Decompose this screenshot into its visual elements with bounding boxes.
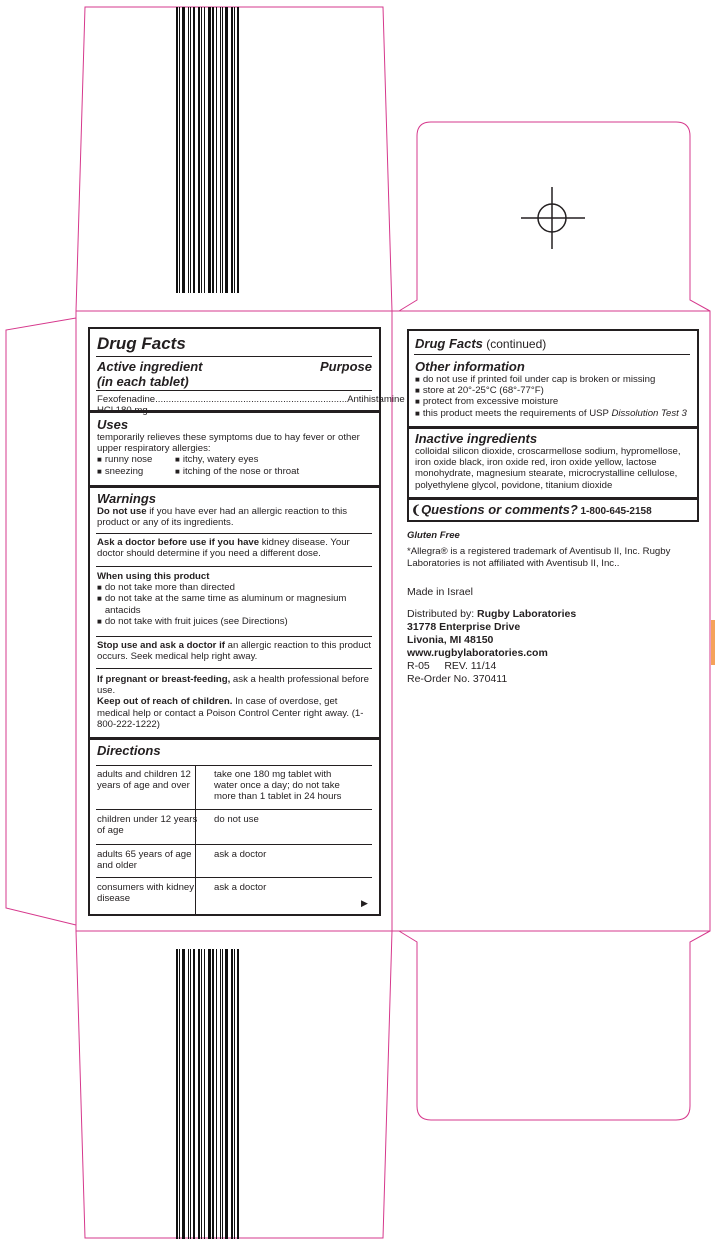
other-info-item: do not use if printed foil under cap is broken or missing xyxy=(422,374,656,385)
barcode-bar xyxy=(225,949,228,1239)
directions-who: consumers with kidney disease xyxy=(97,882,195,905)
barcode-bar xyxy=(201,949,202,1239)
barcode-bar xyxy=(188,7,189,293)
directions-row xyxy=(97,814,372,836)
ask-doctor-text: kidney disease. Your doctor should determine if you need a different dose. xyxy=(97,537,350,560)
distributor-block xyxy=(407,608,687,686)
barcode-bar xyxy=(182,949,185,1239)
when-using-item: do not take at the same time as aluminum or magnesium antacids xyxy=(104,593,347,616)
pregnant-lead: If pregnant or breast-feeding, xyxy=(97,674,231,685)
barcode-bar xyxy=(220,7,221,293)
barcode-bar xyxy=(193,949,195,1239)
warnings-section xyxy=(97,491,372,528)
directions-what: ask a doctor xyxy=(214,882,267,893)
directions-who: adults 65 years of age and older xyxy=(97,849,192,872)
directions-who: adults and children 12 years of age and over xyxy=(97,769,191,792)
barcode-bar xyxy=(234,7,235,293)
barcode-bar xyxy=(212,949,214,1239)
other-info-item: protect from excessive moisture xyxy=(422,396,559,408)
drug-facts-continued-label: (continued) xyxy=(482,337,547,351)
drug-facts-continued-title: Drug Facts xyxy=(415,336,483,351)
stop-use-lead: Stop use and ask a doctor if xyxy=(97,640,225,651)
barcode-bar xyxy=(222,949,223,1239)
barcode-bar xyxy=(237,7,239,293)
barcode-bar xyxy=(208,7,211,293)
barcode-bar xyxy=(179,949,180,1239)
inactive-ingredients-heading: Inactive ingredients xyxy=(415,431,538,446)
keep-out-lead: Keep out of reach of children. xyxy=(97,696,233,708)
symptom: itchy, watery eyes xyxy=(182,454,259,466)
when-using-item: do not take with fruit juices (see Directions) xyxy=(104,615,288,627)
barcode-bar xyxy=(201,7,202,293)
other-info-item: store at 20°-25°C (68°-77°F) xyxy=(422,385,544,397)
directions-row xyxy=(97,849,372,871)
barcode-bar xyxy=(204,949,205,1239)
drug-facts-left-content xyxy=(97,334,372,354)
barcode-bar xyxy=(176,7,178,293)
symptom: runny nose xyxy=(104,454,153,466)
active-ingredient-sub: (in each tablet) xyxy=(97,374,189,389)
barcode-bar xyxy=(179,7,180,293)
barcode-bar xyxy=(198,949,200,1239)
pregnant-text: ask a health professional before use. xyxy=(97,674,369,697)
purpose-heading: Purpose xyxy=(319,359,372,374)
symptom: itching of the nose or throat xyxy=(182,465,300,477)
ingredient-row: Fexofenadine ........................................................................ Antihistamine xyxy=(97,394,372,416)
barcode-bar xyxy=(204,7,205,293)
revision-code: R-05 REV. 11/14 xyxy=(407,660,497,672)
uses-section: Uses temporarily relieves these symptoms due to hay fever or other upper respiratory allergies: ■ runny nose ■ itchy, watery eyes ■ sneezing ■ itching of the nose or throat xyxy=(97,417,372,477)
ingredient-name: Fexofenadine xyxy=(97,394,156,405)
stop-use-text: an allergic reaction to this product occurs. Seek medical help right away. xyxy=(97,640,372,663)
when-using-lead: When using this product xyxy=(97,571,210,582)
when-using-item: do not take more than directed xyxy=(104,582,235,594)
barcode-bar xyxy=(220,949,221,1239)
barcode-bar xyxy=(237,949,239,1239)
inactive-ingredients-section xyxy=(415,431,691,491)
barcode-bar xyxy=(231,949,233,1239)
barcode-bar xyxy=(190,7,191,293)
directions-row xyxy=(97,882,372,904)
barcode-top xyxy=(176,7,242,293)
keep-out-text: In case of overdose, get medical help or contact a Poison Control Center right away. (1-800-222-1222) xyxy=(97,696,364,730)
directions-what: take one 180 mg tablet with water once a day; do not take more than 1 tablet in 24 hours xyxy=(214,769,342,803)
barcode-bar xyxy=(216,949,217,1239)
directions-row xyxy=(97,769,372,803)
questions-heading: Questions or comments? xyxy=(421,502,578,517)
barcode-bottom xyxy=(176,949,242,1239)
questions-line xyxy=(411,502,691,517)
symptom: sneezing xyxy=(104,465,144,477)
warnings-heading: Warnings xyxy=(97,491,156,506)
directions-heading: Directions xyxy=(97,743,161,758)
address-line-2: Livonia, MI 48150 xyxy=(407,634,494,646)
other-information-section: Other information ■ do not use if printed foil under cap is broken or missing ■ store at 20°-25°C (68°-77°F) ■ protect from excessive moisture ■ this product meets the requirements of USP Dissolution Test 3 xyxy=(415,359,691,419)
barcode-bar xyxy=(176,949,178,1239)
directions-who: children under 12 years of age xyxy=(97,814,198,837)
distributed-label: Distributed by: xyxy=(407,608,478,620)
company-name: Rugby Laboratories xyxy=(477,608,577,620)
barcode-bar xyxy=(216,7,217,293)
directions-what: ask a doctor xyxy=(214,849,267,860)
barcode-bar xyxy=(182,7,185,293)
do-not-use-lead: Do not use xyxy=(97,506,147,517)
phone-icon: ❨ xyxy=(411,503,422,517)
continue-arrow-icon: ▶ xyxy=(361,898,368,908)
questions-phone: 1-800-645-2158 xyxy=(580,506,652,517)
barcode-bar xyxy=(198,7,200,293)
barcode-bar xyxy=(222,7,223,293)
barcode-bar xyxy=(190,949,191,1239)
other-information-heading: Other information xyxy=(415,359,525,374)
barcode-bar xyxy=(193,7,195,293)
barcode-bar xyxy=(208,949,211,1239)
directions-what: do not use xyxy=(214,814,259,825)
made-in: Made in Israel xyxy=(407,586,473,598)
do-not-use-text: if you have ever had an allergic reaction to this product or any of its ingredients. xyxy=(97,506,348,529)
uses-intro: temporarily relieves these symptoms due to hay fever or other upper respiratory allergies: xyxy=(97,432,360,455)
gluten-free: Gluten Free xyxy=(407,530,460,541)
usp-test-name: Dissolution Test 3 xyxy=(611,407,687,419)
inactive-ingredients-text: colloidal silicon dioxide, croscarmellose sodium, hypromellose, iron oxide black, iron oxide red, iron oxide yellow, lactose monohydrate, magnesium stearate, microcrystalline cellulose, polyethylene glycol, povidone, titanium dioxide xyxy=(415,446,681,491)
barcode-bar xyxy=(212,7,214,293)
website: www.rugbylaboratories.com xyxy=(407,647,548,659)
reorder-number: Re-Order No. 370411 xyxy=(407,673,508,685)
barcode-bar xyxy=(234,949,235,1239)
other-info-item: this product meets the requirements of USP xyxy=(422,407,612,419)
barcode-bar xyxy=(188,949,189,1239)
active-ingredient-heading: Active ingredient xyxy=(97,359,203,374)
address-line-1: 31778 Enterprise Drive xyxy=(407,621,521,633)
uses-heading: Uses xyxy=(97,417,129,432)
ask-doctor-lead: Ask a doctor before use if you have xyxy=(97,537,260,548)
ingredient-purpose: Antihistamine xyxy=(347,394,405,405)
drug-facts-title: Drug Facts xyxy=(97,334,186,353)
barcode-bar xyxy=(225,7,228,293)
trademark-notice: *Allegra® is a registered trademark of Aventisub II, Inc. Rugby Laboratories is not affiliated with Aventisub II, Inc.. xyxy=(407,546,671,569)
barcode-bar xyxy=(231,7,233,293)
